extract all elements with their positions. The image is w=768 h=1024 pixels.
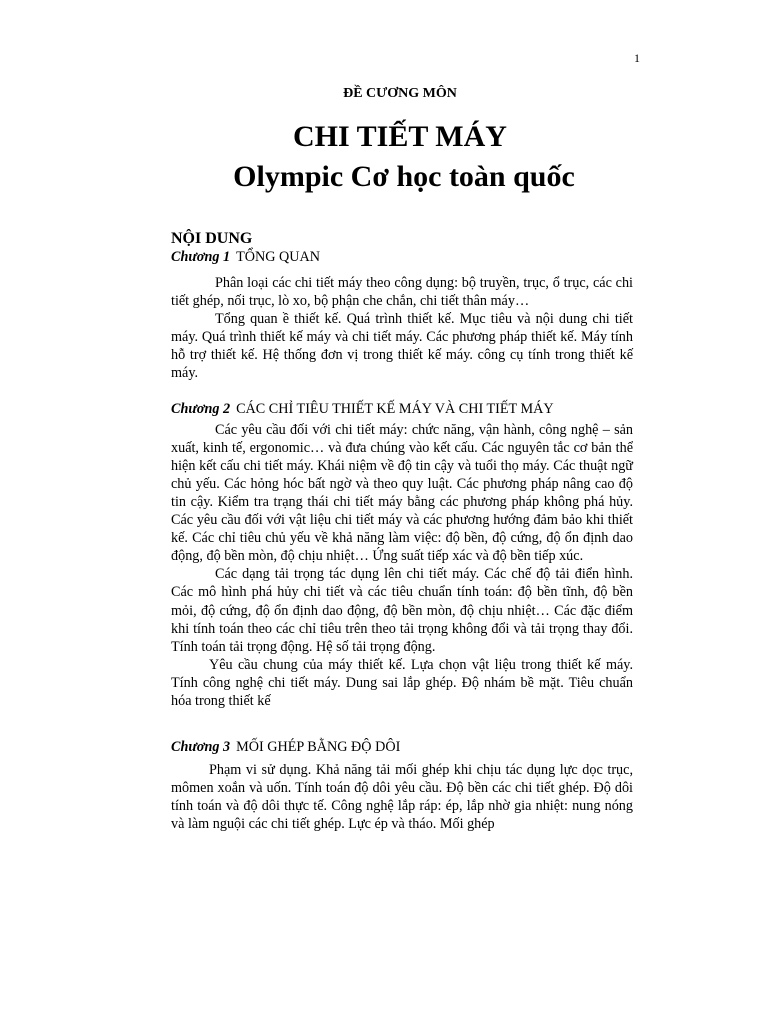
chapter-1-paragraph: Tổng quan ề thiết kế. Quá trình thiết kế. Mục tiêu và nội dung chi tiết máy. Quá trình thiết kế máy và chi tiết máy. Các phương pháp thiết kế. Máy tính hỗ trợ thiết kế. Hệ thống đơn vị trong thiết kế máy. công cụ tính trong thiết kế máy. [171,311,633,382]
chapter-1-body [171,274,633,383]
chapter-1-paragraph: Phân loại các chi tiết máy theo công dụng: bộ truyền, trục, ổ trục, các chi tiết ghép, nối trục, lò xo, bộ phận che chắn, chi tiết thân máy… [171,275,633,310]
section-heading: NỘI DUNG [171,230,253,247]
chapter-2-paragraph: Các yêu cầu đối với chi tiết máy: chức năng, vận hành, công nghệ – sản xuất, kinh tế, ergonomic… và đưa chúng vào kết cấu. Các nguyên tắc cơ bản thể hiện kết cấu chi tiết máy. Khái niệm về độ tin cậy và tuổi thọ máy. Các thuật ngữ chủ yếu. Các hỏng hóc bất ngờ và theo quy luật. Các phương pháp nâng cao độ tin cậy. Kiểm tra trạng thái chi tiết máy bằng các phương pháp không phá hủy. Các yêu cầu đối với vật liệu chi tiết máy và các phương hướng đảm bảo khi thiết kế. Các chỉ tiêu chủ yếu về khả năng làm việc: độ bền, độ cứng, độ ổn định dao động, độ bền mòn, độ chịu nhiệt… Ứng suất tiếp xác và độ bền tiếp xúc. [171,421,633,565]
chapter-2-paragraph: Các dạng tải trọng tác dụng lên chi tiết máy. Các chế độ tải điển hình. Các mô hình phá hủy chi tiết và các tiêu chuẩn tính toán: độ bền tĩnh, độ bền mỏi, độ cứng, độ ổn định dao động, độ bền mòn, độ chịu nhiệt… Các đặc điểm khi tính toán theo các chỉ tiêu trên theo tải trọng không đổi và tải trọng thay đổi. Tính toán tải trọng động. Hệ số tải trọng động. [171,566,633,655]
chapter-1-number: Chương 1 [171,249,231,265]
chapter-2-title: CÁC CHỈ TIÊU THIẾT KẾ MÁY VÀ CHI TIẾT MÁY [236,400,554,417]
document-body [171,229,633,833]
document-title: CHI TIẾT MÁY [293,120,507,153]
chapter-2-paragraph: Yêu cầu chung của máy thiết kế. Lựa chọn vật liệu trong thiết kế máy. Tính công nghệ chi tiết máy. Dung sai lắp ghép. Độ nhám bề mặt. Tiêu chuẩn hóa trong thiết kế [171,656,633,709]
chapter-3-number: Chương 3 [171,739,231,756]
chapter-2-number: Chương 2 [171,400,231,417]
chapter-1-heading [171,248,633,267]
chapter-2-body [171,421,633,711]
chapter-3-title: MỐI GHÉP BẰNG ĐỘ DÔI [236,739,401,756]
page-number: 1 [634,51,640,65]
subject-label: ĐỀ CƯƠNG MÔN [343,86,457,101]
chapter-1-title: TỔNG QUAN [236,249,321,265]
chapter-3-body [171,761,633,833]
document-subtitle: Olympic Cơ học toàn quốc [233,160,575,193]
chapter-2-heading [171,400,633,419]
chapter-3-paragraph: Phạm vi sử dụng. Khả năng tải mối ghép khi chịu tác dụng lực dọc trục, mômen xoắn và uốn. Tính toán độ dôi yêu cầu. Độ bền các chi tiết ghép. Độ dôi tính toán và độ dôi thực tế. Công nghệ lắp ráp: ép, lắp nhờ gia nhiệt: nung nóng và làm nguội các chi tiết ghép. Lực ép và tháo. Mối ghép [171,762,633,833]
chapter-3-heading [171,738,633,757]
